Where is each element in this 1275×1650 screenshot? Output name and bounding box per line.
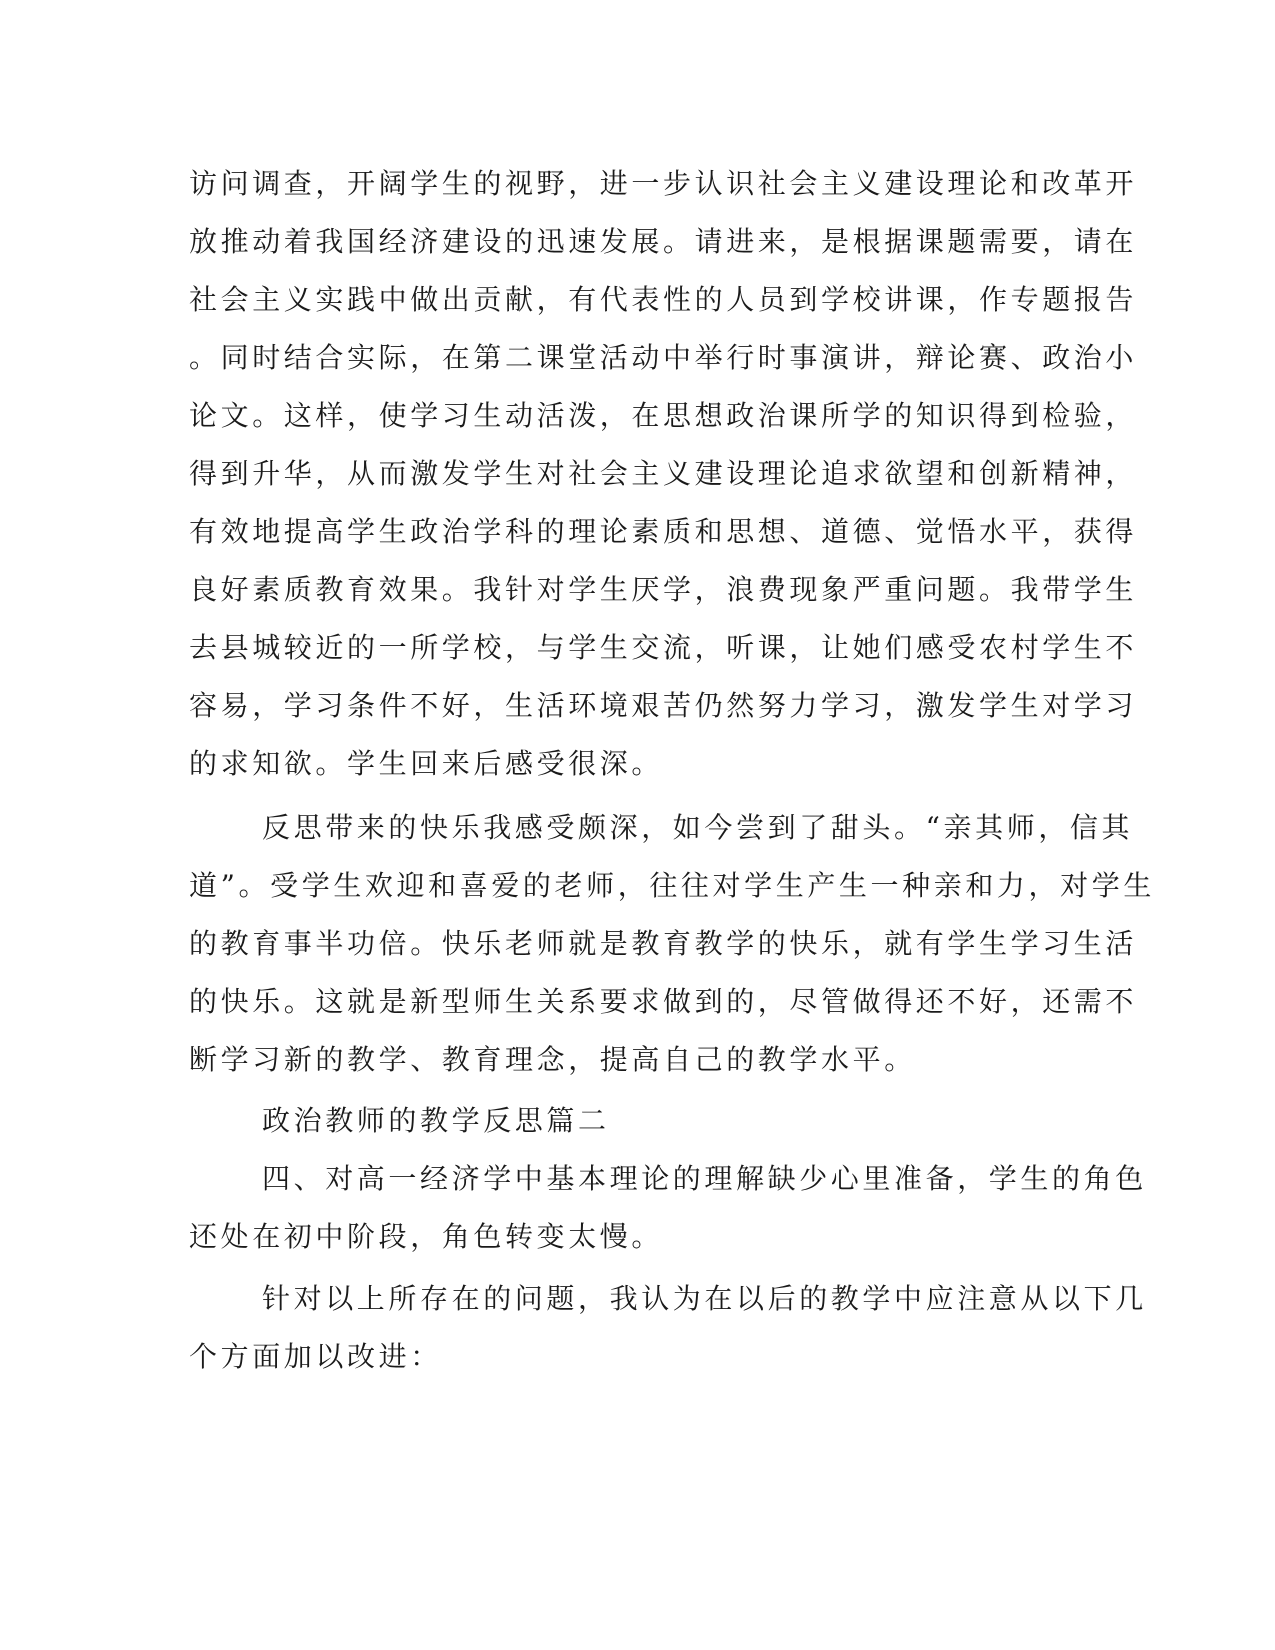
paragraph-line: 的快乐。这就是新型师生关系要求做到的，尽管做得还不好，还需不 [189, 985, 1138, 1018]
paragraph-line: 访问调查，开阔学生的视野，进一步认识社会主义建设理论和改革开 [189, 167, 1138, 200]
paragraph-line: 得到升华，从而激发学生对社会主义建设理论追求欲望和创新精神， [189, 457, 1138, 490]
paragraph-line: 针对以上所存在的问题，我认为在以后的教学中应注意从以下几 [262, 1282, 1147, 1315]
paragraph-line: 。同时结合实际，在第二课堂活动中举行时事演讲，辩论赛、政治小 [189, 341, 1138, 374]
paragraph-line: 的求知欲。学生回来后感受很深。 [189, 747, 664, 780]
paragraph-line: 去县城较近的一所学校，与学生交流，听课，让她们感受农村学生不 [189, 631, 1138, 664]
paragraph-line: 断学习新的教学、教育理念，提高自己的教学水平。 [189, 1043, 916, 1076]
paragraph-line: 道”。受学生欢迎和喜爱的老师，往往对学生产生一种亲和力，对学生 [189, 869, 1155, 902]
paragraph-line: 四、对高一经济学中基本理论的理解缺少心里准备，学生的角色 [262, 1162, 1147, 1195]
paragraph-line: 有效地提高学生政治学科的理论素质和思想、道德、觉悟水平，获得 [189, 515, 1138, 548]
paragraph-line: 反思带来的快乐我感受颇深，如今尝到了甜头。“亲其师，信其 [262, 811, 1134, 844]
paragraph-line: 社会主义实践中做出贡献，有代表性的人员到学校讲课，作专题报告 [189, 283, 1138, 316]
paragraph-line: 论文。这样，使学习生动活泼，在思想政治课所学的知识得到检验， [189, 399, 1138, 432]
paragraph-line: 放推动着我国经济建设的迅速发展。请进来，是根据课题需要，请在 [189, 225, 1138, 258]
paragraph-line: 还处在初中阶段，角色转变太慢。 [189, 1220, 664, 1253]
paragraph-line: 良好素质教育效果。我针对学生厌学，浪费现象严重问题。我带学生 [189, 573, 1138, 606]
paragraph-line: 的教育事半功倍。快乐老师就是教育教学的快乐，就有学生学习生活 [189, 927, 1138, 960]
section-heading: 政治教师的教学反思篇二 [262, 1104, 610, 1137]
paragraph-line: 个方面加以改进： [189, 1340, 442, 1373]
paragraph-line: 容易，学习条件不好，生活环境艰苦仍然努力学习，激发学生对学习 [189, 689, 1138, 722]
